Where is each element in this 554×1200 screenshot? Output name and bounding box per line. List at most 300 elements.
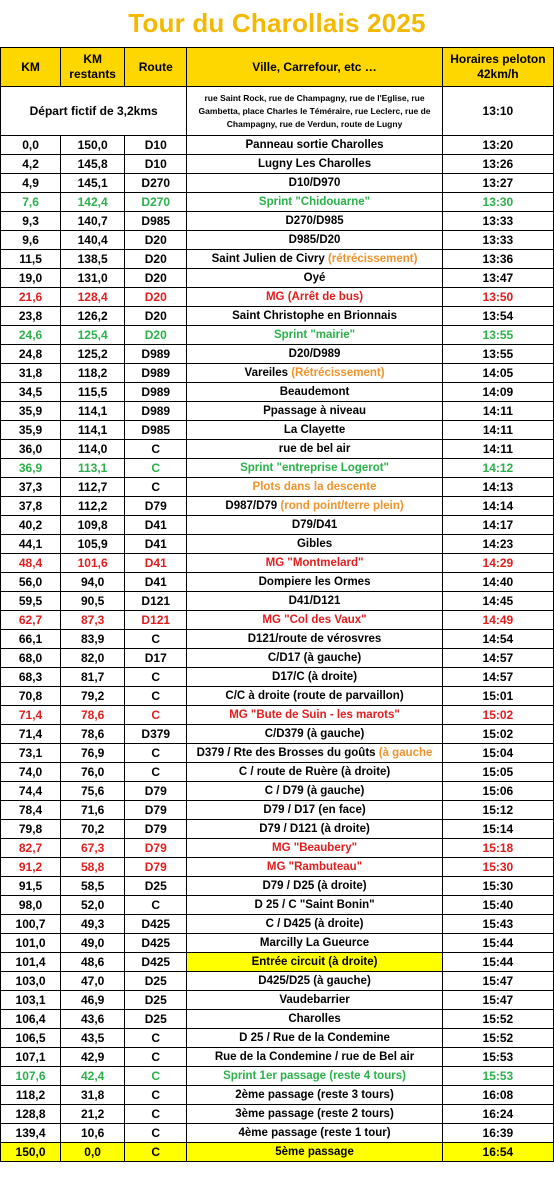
ville-text: D17/C (à droite)	[272, 671, 358, 683]
cell-route: D20	[125, 307, 187, 326]
cell-ville	[187, 440, 442, 459]
header-km-restants: KM restants	[61, 48, 125, 87]
cell-horaire: 15:53	[442, 1067, 553, 1086]
cell-route: C	[125, 744, 187, 763]
cell-km-restants: 112,7	[61, 478, 125, 497]
cell-ville	[187, 326, 442, 345]
ville-note: (à gauche	[375, 747, 433, 759]
cell-km: 37,8	[1, 497, 61, 516]
cell-horaire: 15:43	[442, 915, 553, 934]
cell-km-restants: 145,8	[61, 155, 125, 174]
ville-text: MG (Arrêt de bus)	[265, 291, 364, 303]
cell-ville	[187, 155, 442, 174]
cell-km: 73,1	[1, 744, 61, 763]
table-row	[1, 934, 554, 953]
cell-km: 34,5	[1, 383, 61, 402]
cell-km-restants: 75,6	[61, 782, 125, 801]
header-ville: Ville, Carrefour, etc …	[187, 48, 442, 87]
cell-ville	[187, 307, 442, 326]
cell-ville	[187, 1143, 442, 1162]
cell-km-restants: 31,8	[61, 1086, 125, 1105]
cell-route: C	[125, 1124, 187, 1143]
cell-ville	[187, 250, 442, 269]
cell-km: 35,9	[1, 421, 61, 440]
cell-km-restants: 83,9	[61, 630, 125, 649]
cell-ville	[187, 668, 442, 687]
cell-km: 78,4	[1, 801, 61, 820]
cell-ville	[187, 782, 442, 801]
cell-horaire: 15:01	[442, 687, 553, 706]
cell-km: 68,0	[1, 649, 61, 668]
ville-text: Sprint "mairie"	[273, 329, 356, 341]
cell-route: C	[125, 459, 187, 478]
ville-text: Sprint "entreprise Logerot"	[240, 462, 389, 474]
ville-text: Panneau sortie Charolles	[245, 139, 384, 151]
header-row	[1, 48, 554, 87]
cell-route: D79	[125, 801, 187, 820]
cell-km-restants: 71,6	[61, 801, 125, 820]
table-row	[1, 1048, 554, 1067]
cell-route: D20	[125, 326, 187, 345]
cell-km: 106,4	[1, 1010, 61, 1029]
ville-text: Ppassage à niveau	[263, 405, 366, 417]
table-row	[1, 763, 554, 782]
ville-text: C / D79 (à gauche)	[264, 785, 365, 797]
cell-km-restants: 142,4	[61, 193, 125, 212]
ville-text: Beaudemont	[279, 386, 350, 398]
cell-route: D20	[125, 288, 187, 307]
ville-text: Entrée circuit (à droite)	[251, 956, 378, 968]
cell-km: 21,6	[1, 288, 61, 307]
cell-km: 82,7	[1, 839, 61, 858]
cell-km-restants: 140,4	[61, 231, 125, 250]
cell-route: C	[125, 668, 187, 687]
cell-ville	[187, 896, 442, 915]
cell-km-restants: 114,1	[61, 421, 125, 440]
cell-horaire: 15:44	[442, 953, 553, 972]
cell-route: D985	[125, 421, 187, 440]
cell-ville	[187, 972, 442, 991]
ville-text: C / route de Ruère (à droite)	[238, 766, 391, 778]
cell-ville	[187, 706, 442, 725]
cell-horaire: 13:47	[442, 269, 553, 288]
ville-text: D41/D121	[288, 595, 341, 607]
table-row	[1, 744, 554, 763]
table-row	[1, 307, 554, 326]
cell-ville	[187, 687, 442, 706]
cell-ville	[187, 554, 442, 573]
table-row	[1, 345, 554, 364]
cell-horaire: 14:05	[442, 364, 553, 383]
cell-km-restants: 128,4	[61, 288, 125, 307]
cell-km-restants: 47,0	[61, 972, 125, 991]
cell-route: D270	[125, 174, 187, 193]
cell-route: D25	[125, 972, 187, 991]
cell-ville	[187, 1086, 442, 1105]
cell-horaire: 13:33	[442, 231, 553, 250]
cell-km: 91,5	[1, 877, 61, 896]
cell-route: C	[125, 1143, 187, 1162]
cell-ville	[187, 630, 442, 649]
ville-text: Vareiles	[244, 367, 289, 379]
cell-km-restants: 138,5	[61, 250, 125, 269]
cell-route: D20	[125, 269, 187, 288]
cell-route: D79	[125, 820, 187, 839]
cell-horaire: 14:57	[442, 668, 553, 687]
cell-km: 9,6	[1, 231, 61, 250]
cell-km: 36,0	[1, 440, 61, 459]
cell-km-restants: 113,1	[61, 459, 125, 478]
cell-km: 44,1	[1, 535, 61, 554]
cell-route: D989	[125, 364, 187, 383]
table-row	[1, 402, 554, 421]
table-row	[1, 820, 554, 839]
cell-km: 118,2	[1, 1086, 61, 1105]
cell-km-restants: 79,2	[61, 687, 125, 706]
cell-horaire: 15:05	[442, 763, 553, 782]
cell-km: 37,3	[1, 478, 61, 497]
cell-ville	[187, 820, 442, 839]
cell-horaire: 15:40	[442, 896, 553, 915]
cell-km: 59,5	[1, 592, 61, 611]
cell-horaire: 14:45	[442, 592, 553, 611]
cell-km-restants: 114,1	[61, 402, 125, 421]
ville-text: D20/D989	[288, 348, 341, 360]
cell-horaire: 14:29	[442, 554, 553, 573]
cell-km-restants: 78,6	[61, 706, 125, 725]
cell-km: 11,5	[1, 250, 61, 269]
cell-ville	[187, 478, 442, 497]
cell-km-restants: 125,4	[61, 326, 125, 345]
cell-km-restants: 42,9	[61, 1048, 125, 1067]
ville-text: MG "Rambuteau"	[266, 861, 363, 873]
table-row	[1, 497, 554, 516]
cell-km-restants: 10,6	[61, 1124, 125, 1143]
table-row	[1, 269, 554, 288]
table-row	[1, 858, 554, 877]
cell-ville	[187, 1105, 442, 1124]
ville-text: MG "Bute de Suin - les marots"	[229, 709, 400, 721]
cell-ville	[187, 459, 442, 478]
cell-route: D425	[125, 953, 187, 972]
cell-ville	[187, 801, 442, 820]
ville-text: C/D17 (à gauche)	[267, 652, 362, 664]
cell-km: 103,0	[1, 972, 61, 991]
ville-text: C/C à droite (route de parvaillon)	[225, 690, 404, 702]
table-row	[1, 706, 554, 725]
table-row	[1, 1067, 554, 1086]
cell-ville	[187, 136, 442, 155]
ville-text: D79 / D17 (en face)	[263, 804, 366, 816]
table-row	[1, 326, 554, 345]
ville-text: Marcilly La Gueurce	[259, 937, 370, 949]
table-row	[1, 421, 554, 440]
ville-text: Charolles	[288, 1013, 341, 1025]
cell-km: 103,1	[1, 991, 61, 1010]
ville-text: D10/D970	[288, 177, 341, 189]
cell-horaire: 13:55	[442, 326, 553, 345]
cell-horaire: 15:44	[442, 934, 553, 953]
depart-detail: rue Saint Rock, rue de Champagny, rue de l'Eglise, rue Gambetta, place Charles le Téméraire, rue Leclerc, rue de Champagny, rue de Verdun, route de Lugny	[187, 87, 442, 136]
ville-text: D425/D25 (à gauche)	[258, 975, 371, 987]
cell-km: 19,0	[1, 269, 61, 288]
depart-horaire: 13:10	[442, 87, 553, 136]
cell-horaire: 13:55	[442, 345, 553, 364]
cell-ville	[187, 649, 442, 668]
ville-text: C/D379 (à gauche)	[264, 728, 365, 740]
cell-km-restants: 76,9	[61, 744, 125, 763]
cell-route: D121	[125, 592, 187, 611]
cell-horaire: 15:12	[442, 801, 553, 820]
cell-horaire: 16:39	[442, 1124, 553, 1143]
cell-route: D10	[125, 136, 187, 155]
table-row	[1, 573, 554, 592]
cell-route: D41	[125, 516, 187, 535]
table-row	[1, 687, 554, 706]
table-row	[1, 915, 554, 934]
cell-km: 4,2	[1, 155, 61, 174]
table-row	[1, 611, 554, 630]
page-title: Tour du Charollais 2025	[128, 8, 426, 38]
cell-km: 100,7	[1, 915, 61, 934]
table-row	[1, 1124, 554, 1143]
cell-route: D20	[125, 231, 187, 250]
cell-route: C	[125, 478, 187, 497]
ville-text: D121/route de vérosvres	[247, 633, 382, 645]
ville-text: Saint Christophe en Brionnais	[232, 310, 397, 322]
table-row	[1, 1086, 554, 1105]
cell-km-restants: 118,2	[61, 364, 125, 383]
cell-km-restants: 21,2	[61, 1105, 125, 1124]
table-row	[1, 250, 554, 269]
depart-row	[1, 87, 554, 136]
ville-text: Saint Julien de Civry	[211, 253, 325, 265]
cell-route: C	[125, 1105, 187, 1124]
cell-horaire: 14:17	[442, 516, 553, 535]
cell-ville	[187, 421, 442, 440]
cell-route: D425	[125, 915, 187, 934]
cell-route: C	[125, 1029, 187, 1048]
ville-text: MG "Montmelard"	[265, 557, 364, 569]
ville-note: Plots dans la descente	[252, 481, 377, 493]
ville-text: Lugny Les Charolles	[257, 158, 372, 170]
table-row	[1, 288, 554, 307]
cell-horaire: 13:36	[442, 250, 553, 269]
cell-route: D379	[125, 725, 187, 744]
table-row	[1, 991, 554, 1010]
table-row	[1, 972, 554, 991]
cell-horaire: 15:30	[442, 877, 553, 896]
cell-ville	[187, 1067, 442, 1086]
cell-ville	[187, 174, 442, 193]
table-row	[1, 535, 554, 554]
cell-horaire: 15:47	[442, 972, 553, 991]
cell-route: D989	[125, 402, 187, 421]
cell-km-restants: 70,2	[61, 820, 125, 839]
cell-ville	[187, 915, 442, 934]
table-row	[1, 630, 554, 649]
cell-route: C	[125, 763, 187, 782]
cell-km-restants: 150,0	[61, 136, 125, 155]
cell-horaire: 14:14	[442, 497, 553, 516]
cell-route: C	[125, 1048, 187, 1067]
cell-horaire: 14:13	[442, 478, 553, 497]
table-row	[1, 953, 554, 972]
ville-text: D379 / Rte des Brosses du goûts	[196, 747, 376, 759]
cell-km: 31,8	[1, 364, 61, 383]
cell-route: D20	[125, 250, 187, 269]
ville-text: 3ème passage (reste 2 tours)	[235, 1108, 394, 1120]
cell-km: 7,6	[1, 193, 61, 212]
ville-text: Gibles	[296, 538, 333, 550]
cell-horaire: 13:20	[442, 136, 553, 155]
cell-km-restants: 125,2	[61, 345, 125, 364]
table-row	[1, 136, 554, 155]
ville-text: D 25 / C "Saint Bonin"	[254, 899, 375, 911]
cell-km: 71,4	[1, 706, 61, 725]
ville-note: (rond point/terre plein)	[277, 500, 404, 512]
cell-route: D79	[125, 839, 187, 858]
cell-km-restants: 126,2	[61, 307, 125, 326]
cell-ville	[187, 725, 442, 744]
cell-horaire: 15:52	[442, 1029, 553, 1048]
cell-ville	[187, 611, 442, 630]
cell-route: D41	[125, 535, 187, 554]
cell-route: D10	[125, 155, 187, 174]
table-row	[1, 231, 554, 250]
table-row	[1, 364, 554, 383]
table-row	[1, 212, 554, 231]
cell-route: C	[125, 440, 187, 459]
cell-ville	[187, 212, 442, 231]
cell-route: C	[125, 1067, 187, 1086]
cell-km-restants: 52,0	[61, 896, 125, 915]
table-row	[1, 554, 554, 573]
cell-horaire: 15:18	[442, 839, 553, 858]
ville-text: D79 / D121 (à droite)	[259, 823, 370, 835]
cell-km-restants: 140,7	[61, 212, 125, 231]
table-row	[1, 155, 554, 174]
table-row	[1, 459, 554, 478]
cell-km-restants: 48,6	[61, 953, 125, 972]
cell-route: C	[125, 896, 187, 915]
cell-horaire: 15:52	[442, 1010, 553, 1029]
cell-km: 128,8	[1, 1105, 61, 1124]
cell-km-restants: 112,2	[61, 497, 125, 516]
ville-text: C / D425 (à droite)	[265, 918, 364, 930]
table-row	[1, 896, 554, 915]
ville-text: D270/D985	[285, 215, 344, 227]
cell-horaire: 14:12	[442, 459, 553, 478]
cell-route: D41	[125, 554, 187, 573]
ville-text: D 25 / Rue de la Condemine	[239, 1032, 390, 1044]
ville-text: 5ème passage	[275, 1146, 354, 1158]
cell-km-restants: 131,0	[61, 269, 125, 288]
table-row	[1, 801, 554, 820]
cell-km-restants: 105,9	[61, 535, 125, 554]
cell-horaire: 13:33	[442, 212, 553, 231]
ville-text: Vaudebarrier	[279, 994, 350, 1006]
header-horaires: Horaires peloton 42km/h	[442, 48, 553, 87]
cell-route: D989	[125, 345, 187, 364]
table-row	[1, 1010, 554, 1029]
cell-km-restants: 81,7	[61, 668, 125, 687]
cell-horaire: 15:04	[442, 744, 553, 763]
table-row	[1, 383, 554, 402]
cell-km: 23,8	[1, 307, 61, 326]
cell-horaire: 14:49	[442, 611, 553, 630]
cell-km: 139,4	[1, 1124, 61, 1143]
cell-horaire: 15:14	[442, 820, 553, 839]
schedule-table	[0, 47, 554, 1162]
cell-km: 70,8	[1, 687, 61, 706]
cell-ville	[187, 953, 442, 972]
cell-km-restants: 115,5	[61, 383, 125, 402]
cell-route: D25	[125, 991, 187, 1010]
cell-km: 101,4	[1, 953, 61, 972]
cell-km: 91,2	[1, 858, 61, 877]
cell-ville	[187, 573, 442, 592]
cell-km: 48,4	[1, 554, 61, 573]
cell-route: D985	[125, 212, 187, 231]
cell-ville	[187, 839, 442, 858]
cell-horaire: 14:11	[442, 402, 553, 421]
table-row	[1, 592, 554, 611]
cell-km: 24,6	[1, 326, 61, 345]
cell-km-restants: 78,6	[61, 725, 125, 744]
cell-km-restants: 67,3	[61, 839, 125, 858]
cell-horaire: 13:26	[442, 155, 553, 174]
cell-ville	[187, 231, 442, 250]
cell-ville	[187, 497, 442, 516]
ville-note: (Rétrécissement)	[288, 367, 385, 379]
table-row	[1, 1029, 554, 1048]
cell-km-restants: 101,6	[61, 554, 125, 573]
cell-km: 106,5	[1, 1029, 61, 1048]
cell-route: D270	[125, 193, 187, 212]
ville-text: La Clayette	[283, 424, 346, 436]
table-row	[1, 478, 554, 497]
cell-ville	[187, 535, 442, 554]
table-row	[1, 839, 554, 858]
cell-route: D25	[125, 1010, 187, 1029]
cell-ville	[187, 934, 442, 953]
table-row	[1, 440, 554, 459]
ville-text: rue de bel air	[278, 443, 351, 455]
cell-horaire: 13:50	[442, 288, 553, 307]
ville-text: MG "Col des Vaux"	[262, 614, 367, 626]
table-row	[1, 877, 554, 896]
cell-route: C	[125, 630, 187, 649]
table-row	[1, 649, 554, 668]
cell-km: 101,0	[1, 934, 61, 953]
cell-horaire: 15:06	[442, 782, 553, 801]
cell-horaire: 13:54	[442, 307, 553, 326]
ville-text: Dompiere les Ormes	[258, 576, 371, 588]
ville-text: Sprint "Chidouarne"	[258, 196, 371, 208]
cell-horaire: 14:40	[442, 573, 553, 592]
cell-ville	[187, 991, 442, 1010]
cell-ville	[187, 364, 442, 383]
cell-route: D425	[125, 934, 187, 953]
cell-km: 98,0	[1, 896, 61, 915]
cell-km: 79,8	[1, 820, 61, 839]
table-row	[1, 725, 554, 744]
cell-horaire: 13:27	[442, 174, 553, 193]
cell-route: C	[125, 706, 187, 725]
cell-horaire: 16:24	[442, 1105, 553, 1124]
cell-km-restants: 43,5	[61, 1029, 125, 1048]
